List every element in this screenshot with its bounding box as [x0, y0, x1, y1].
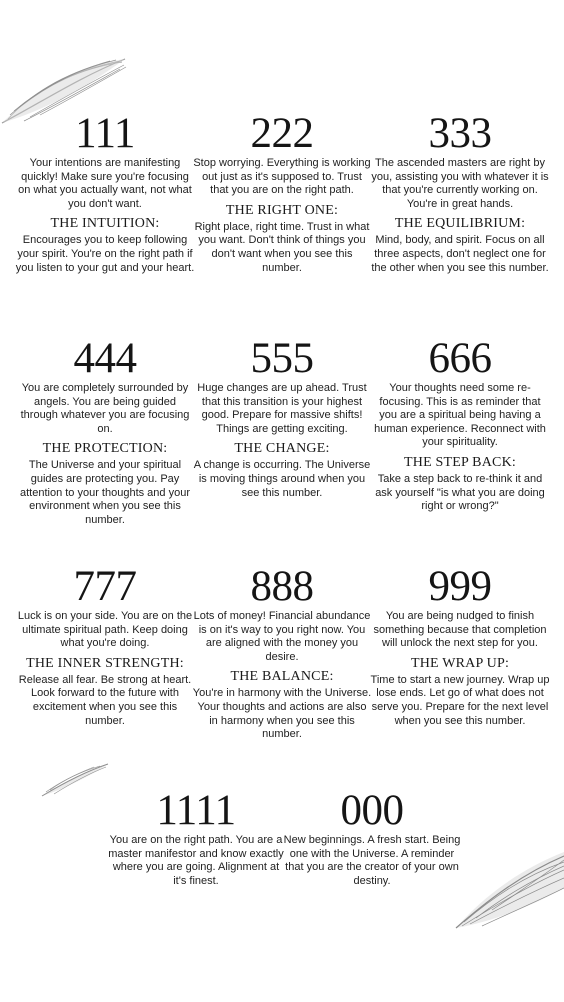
number-description: You are being nudged to finish something because that completion will unlock the next step for you. [373, 610, 547, 650]
angel-number: 111 [75, 110, 135, 157]
meaning-description: Time to start a new journey. Wrap up lose ends. Let go of what does not serve you. Prepare for the next level when you see this number. [370, 673, 550, 727]
meaning-heading: THE RIGHT ONE: [225, 202, 339, 218]
angel-number: 777 [73, 563, 137, 610]
number-description: You are on the right path. You are a master manifestor and know exactly where you are going. Alignment at it's finest. [108, 834, 284, 887]
angel-number: 000 [340, 787, 404, 834]
meaning-description: Take a step back to re-think it and ask yourself "is what you are doing right or wrong?" [375, 472, 545, 513]
angel-number: 1111 [156, 787, 236, 834]
meaning-heading: THE STEP BACK: [404, 454, 516, 470]
angel-number: 999 [428, 563, 492, 610]
angel-number: 555 [250, 335, 314, 382]
angel-number-card-555 [192, 335, 372, 500]
angel-number: 666 [428, 335, 492, 382]
number-description: New beginnings. A fresh start. Being one with the Universe. A reminder that you are the creator of your own destiny. [283, 834, 461, 887]
meaning-description: You're in harmony with the Universe. Your thoughts and actions are also in harmony when you see this number. [192, 687, 372, 741]
meaning-heading: THE INTUITION: [50, 216, 160, 232]
meaning-heading: THE CHANGE: [234, 441, 330, 457]
number-description: Luck is on your side. You are on the ultimate spiritual path. Keep doing what you're doing. [17, 610, 193, 650]
angel-number-card-666 [370, 335, 550, 514]
number-description: Your intentions are manifesting quickly! Make sure you're focusing on what you actually want, not what you don't want. [18, 157, 192, 210]
angel-number-card-999 [370, 563, 550, 728]
meaning-description: Release all fear. Be strong at heart. Look forward to the future with excitement when you see this number. [18, 673, 192, 727]
meaning-description: The Universe and your spiritual guides are protecting you. Pay attention to your thoughts and your environment when you see this number. [19, 459, 190, 526]
angel-number-card-444 [15, 335, 195, 527]
angel-number-card-888 [192, 563, 372, 742]
feather-icon [452, 848, 564, 932]
angel-number: 222 [250, 110, 314, 157]
meaning-description: Encourages you to keep following your spirit. You're on the right path if you listen to your gut and your heart. [15, 234, 195, 274]
meaning-description: Mind, body, and spirit. Focus on all three aspects, don't neglect one for the other when you see this number. [371, 234, 549, 274]
meaning-description: A change is occurring. The Universe is moving things around when you see this number. [193, 459, 371, 499]
feather-icon [40, 762, 110, 798]
number-description: The ascended masters are right by you, assisting you with whatever it is that you're currently working on. You're in great hands. [371, 157, 549, 210]
number-description: Lots of money! Financial abundance is on it's way to you right now. You are aligned with the money you desire. [193, 610, 371, 663]
number-description: Huge changes are up ahead. Trust that this transition is your highest good. Prepare for massive shifts! Things are getting exciting. [197, 382, 367, 435]
angel-number-card-111 [15, 110, 195, 275]
number-description: Stop worrying. Everything is working out just as it's supposed to. Trust that you are on the right path. [193, 157, 371, 197]
number-description: You are completely surrounded by angels. You are being guided through whatever you are focusing on. [20, 382, 190, 435]
meaning-heading: THE INNER STRENGTH: [26, 655, 184, 671]
meaning-heading: THE EQUILIBRIUM: [394, 216, 526, 232]
angel-number-card-333 [370, 110, 550, 275]
meaning-heading: THE BALANCE: [230, 669, 334, 685]
angel-number: 444 [73, 335, 137, 382]
meaning-heading: THE WRAP UP: [410, 655, 510, 671]
angel-number: 888 [250, 563, 314, 610]
meaning-heading: THE PROTECTION: [42, 441, 168, 457]
angel-number-card-1111 [106, 787, 286, 888]
number-description: Your thoughts need some re-focusing. This is as reminder that you are a spiritual being having a human experience. Reconnect with your spirituality. [374, 382, 546, 449]
angel-number-card-777 [15, 563, 195, 728]
angel-number-card-000 [282, 787, 462, 888]
meaning-description: Right place, right time. Trust in what you want. Don't think of things you don't want when you see this number. [194, 220, 370, 274]
angel-number: 333 [428, 110, 492, 157]
angel-number-card-222 [192, 110, 372, 275]
